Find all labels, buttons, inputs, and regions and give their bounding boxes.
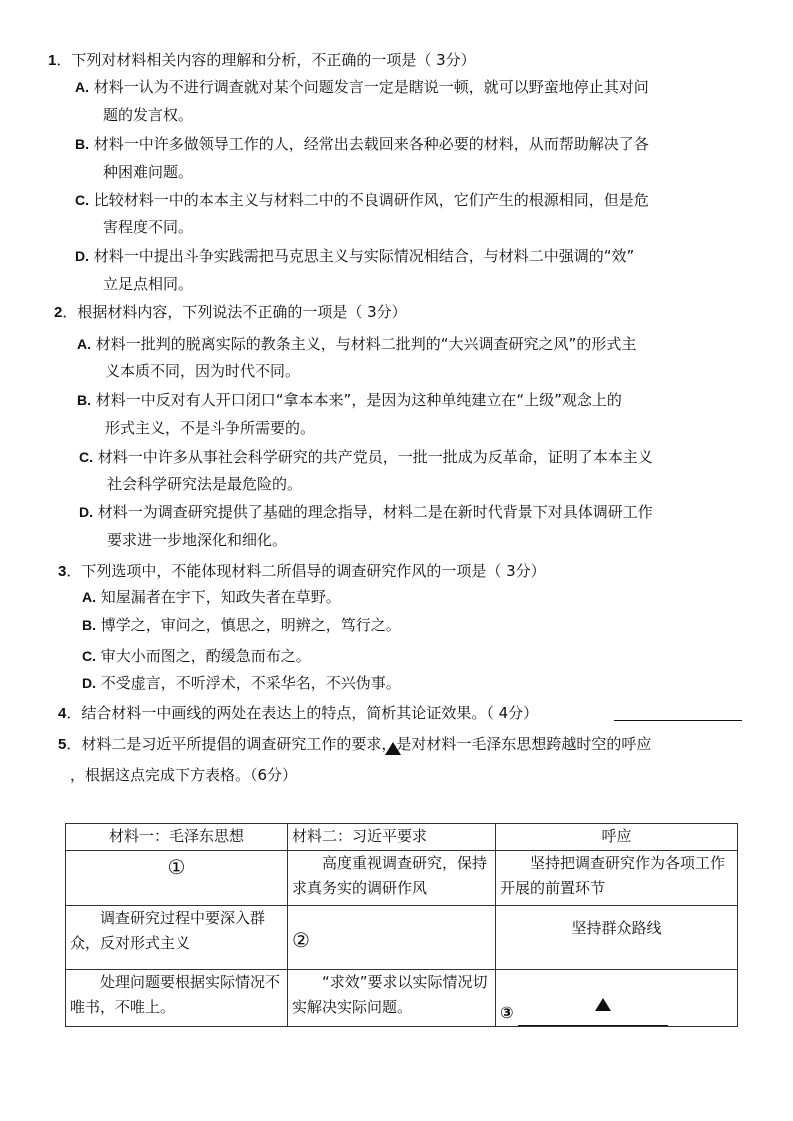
option-2c: C. 材料一中许多从事社会科学研究的共产党员，一批一批成为反革命，证明了本本主义 xyxy=(79,448,653,466)
option-3a: A. 知屋漏者在宇下，知政失者在草野。 xyxy=(82,588,341,606)
triangle-marker-icon xyxy=(595,998,611,1011)
triangle-marker-icon xyxy=(385,742,401,755)
question-5-stem: 5．材料二是习近平所提倡的调查研究工作的要求，是对材料一毛泽东思想跨越时空的呼应 xyxy=(58,735,652,753)
question-4-stem: 4．结合材料一中画线的两处在表达上的特点，简析其论证效果。（ 4分） xyxy=(58,704,539,722)
question-5-stem-cont: ，根据这点完成下方表格。（6分） xyxy=(70,766,298,784)
answer-blank-line[interactable] xyxy=(614,702,742,721)
answer-blank-line[interactable] xyxy=(518,1013,668,1026)
option-1d-cont: 立足点相同。 xyxy=(103,275,194,293)
option-1b-cont: 种困难问题。 xyxy=(103,163,194,181)
table-cell: 坚持群众路线 xyxy=(496,906,738,970)
option-1d: D. 材料一中提出斗争实践需把马克思主义与实际情况相结合，与材料二中强调的“效” xyxy=(75,247,635,265)
option-1c: C. 比较材料一中的本本主义与材料二中的不良调研作风，它们产生的根源相同，但是危 xyxy=(75,191,649,209)
option-2a-cont: 义本质不同，因为时代不同。 xyxy=(105,362,301,380)
table-cell-blank-2[interactable] xyxy=(288,906,496,970)
option-2b: B. 材料一中反对有人开口闭口“拿本本来”，是因为这种单纯建立在“上级”观念上的 xyxy=(77,391,622,409)
option-2d: D. 材料一为调查研究提供了基础的理念指导，材料二是在新时代背景下对具体调研工作 xyxy=(79,503,653,521)
blank-marker-3: ③ xyxy=(500,1003,514,1022)
option-3c: C. 审大小而图之，酌缓急而布之。 xyxy=(82,647,311,665)
option-1c-cont: 害程度不同。 xyxy=(103,218,194,236)
table-cell: 处理问题要根据实际情况不唯书，不唯上。 xyxy=(66,970,288,1027)
question-number: 3 xyxy=(58,563,67,580)
table-cell-blank-1[interactable] xyxy=(66,851,288,906)
table-row xyxy=(66,970,738,1027)
table-cell-blank-3[interactable] xyxy=(496,970,738,1027)
table-header-cell: 材料二：习近平要求 xyxy=(288,824,496,851)
question-number: 4 xyxy=(58,705,67,722)
question-number: 2 xyxy=(54,304,63,321)
blank-marker-1: ① xyxy=(167,855,186,879)
question-number: 5 xyxy=(58,736,67,753)
option-1b: B. 材料一中许多做领导工作的人，经常出去载回来各种必要的材料，从而帮助解决了各 xyxy=(75,135,649,153)
table-cell: 调查研究过程中要深入群众，反对形式主义 xyxy=(66,906,288,970)
option-1a: A. 材料一认为不进行调查就对某个问题发言一定是瞎说一顿，就可以野蛮地停止其对问 xyxy=(75,78,649,96)
question-3-stem: 3．下列选项中，不能体现材料二所倡导的调查研究作风的一项是（ 3分） xyxy=(58,562,546,580)
answer-table xyxy=(65,823,738,1027)
table-header-cell: 呼应 xyxy=(496,824,738,851)
table-cell: “求效”要求以实际情况切实解决实际问题。 xyxy=(288,970,496,1027)
option-3b: B. 博学之，审问之，慎思之，明辨之，笃行之。 xyxy=(82,616,401,634)
table-cell: 坚持把调查研究作为各项工作开展的前置环节 xyxy=(496,851,738,906)
table-row xyxy=(66,906,738,970)
option-2c-cont: 社会科学研究法是最危险的。 xyxy=(107,475,303,493)
option-2b-cont: 形式主义，不是斗争所需要的。 xyxy=(105,419,316,437)
table-header-cell: 材料一：毛泽东思想 xyxy=(66,824,288,851)
option-1a-cont: 题的发言权。 xyxy=(103,106,194,124)
option-2d-cont: 要求进一步地深化和细化。 xyxy=(107,531,288,549)
question-number: 1 xyxy=(48,52,57,69)
blank-marker-2: ② xyxy=(292,928,310,952)
table-cell: 高度重视调查研究，保持求真务实的调研作风 xyxy=(288,851,496,906)
table-row xyxy=(66,851,738,906)
table-header-row xyxy=(66,824,738,851)
option-2a: A. 材料一批判的脱离实际的教条主义，与材料二批判的“大兴调查研究之风”的形式主 xyxy=(77,335,637,353)
question-1-stem: 1．下列对材料相关内容的理解和分析，不正确的一项是（ 3分） xyxy=(48,51,476,69)
option-3d: D. 不受虚言，不听浮术，不采华名，不兴伪事。 xyxy=(82,674,401,692)
question-2-stem: 2．根据材料内容，下列说法不正确的一项是（ 3分） xyxy=(54,303,407,321)
